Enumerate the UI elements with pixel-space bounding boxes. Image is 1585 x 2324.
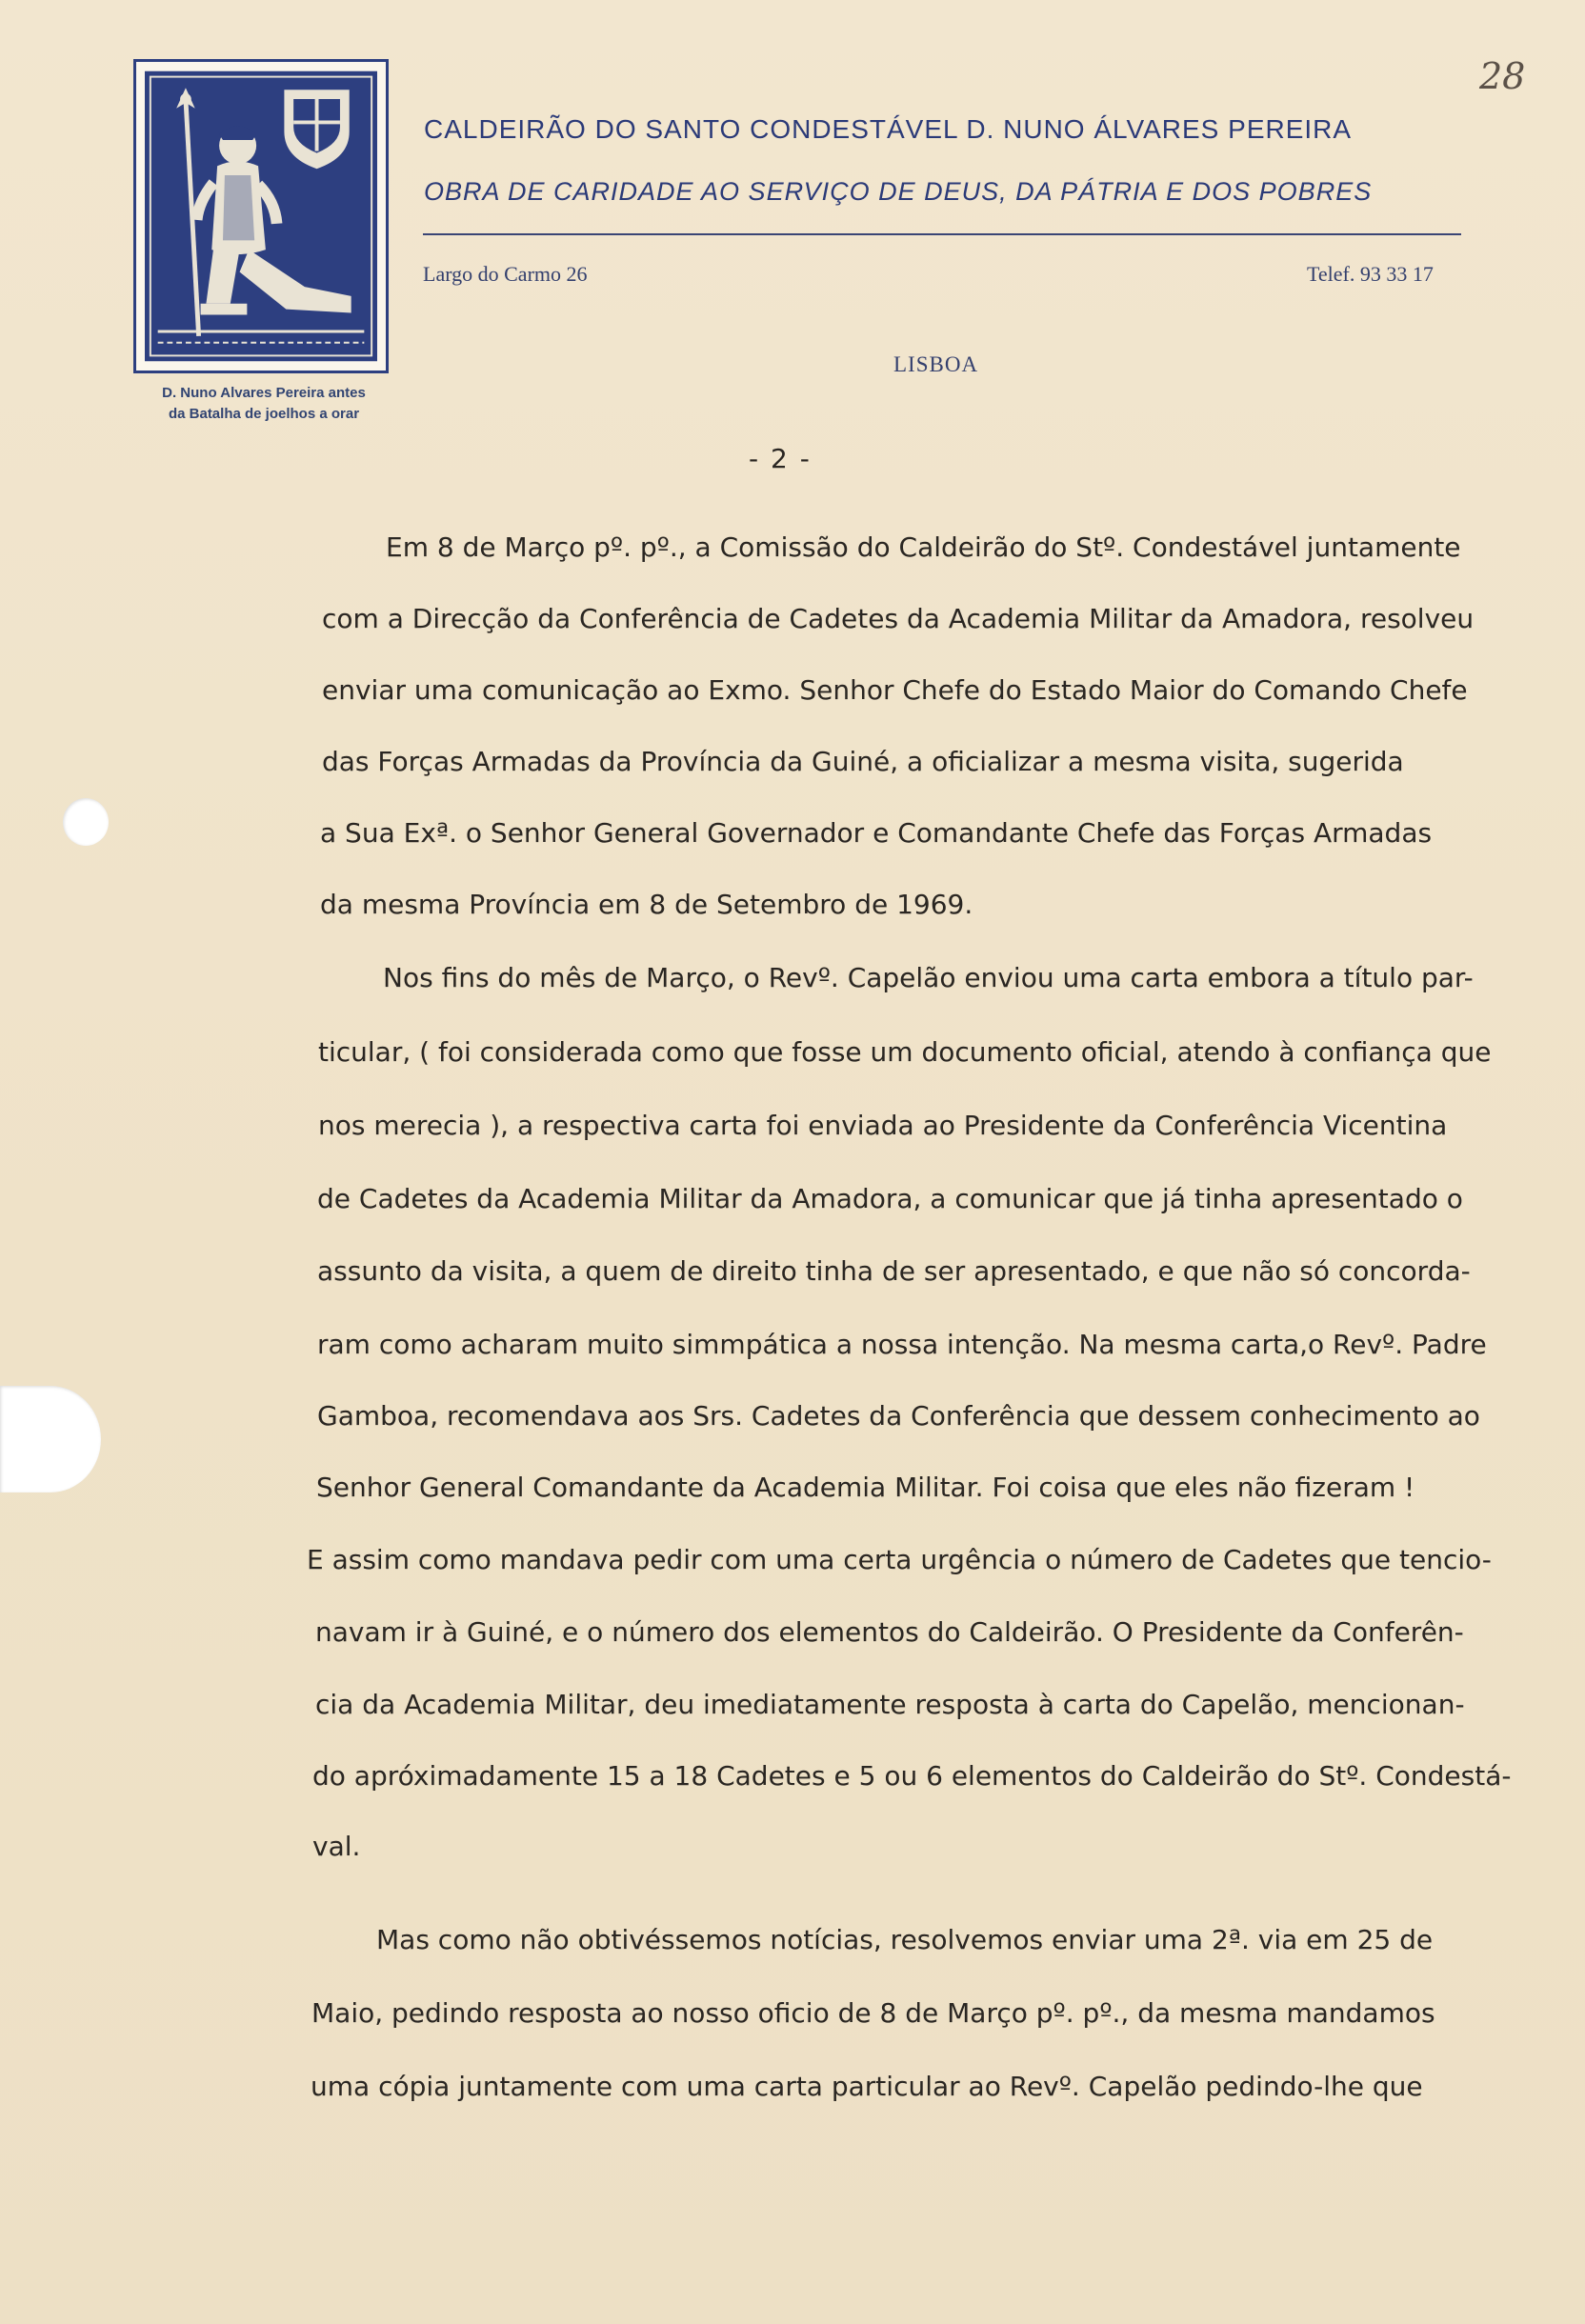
- body-line: assunto da visita, a quem de direito tinha de ser apresentado, e que não só concorda-: [317, 1255, 1471, 1287]
- organization-motto: OBRA DE CARIDADE AO SERVIÇO DE DEUS, DA PÁTRIA E DOS POBRES: [424, 177, 1373, 206]
- punch-hole: [63, 798, 109, 846]
- body-line: val.: [312, 1831, 361, 1862]
- body-line: ticular, ( foi considerada como que fosse um documento oficial, atendo à confiança que: [318, 1036, 1492, 1068]
- body-line: ram como acharam muito simmpática a nossa intenção. Na mesma carta,o Revº. Padre: [317, 1329, 1487, 1360]
- body-line: Em 8 de Março pº. pº., a Comissão do Caldeirão do Stº. Condestável juntamente: [386, 531, 1461, 563]
- body-line: Gamboa, recomendava aos Srs. Cadetes da Conferência que dessem conhecimento ao: [317, 1400, 1480, 1432]
- body-line: uma cópia juntamente com uma carta particular ao Revº. Capelão pedindo-lhe que: [311, 2071, 1423, 2102]
- page-number: - 2 -: [749, 443, 812, 474]
- body-line: a Sua Exª. o Senhor General Governador e Comandante Chefe das Forças Armadas: [320, 817, 1433, 849]
- logo-caption-line: da Batalha de joelhos a orar: [168, 406, 360, 422]
- body-line: com a Direcção da Conferência de Cadetes da Academia Militar da Amadora, resolveu: [322, 603, 1475, 634]
- punch-hole: [0, 1386, 101, 1493]
- logo-emblem: [133, 59, 389, 373]
- folio-number: 28: [1479, 55, 1526, 97]
- body-line: das Forças Armadas da Província da Guiné, a oficializar a mesma visita, sugerida: [322, 746, 1404, 777]
- body-line: do apróximadamente 15 a 18 Cadetes e 5 ou 6 elementos do Caldeirão do Stº. Condestá-: [312, 1760, 1512, 1792]
- body-line: enviar uma comunicação ao Exmo. Senhor Chefe do Estado Maior do Comando Chefe: [322, 674, 1468, 706]
- logo-caption: [135, 383, 392, 425]
- body-line: de Cadetes da Academia Militar da Amadora, a comunicar que já tinha apresentado o: [317, 1183, 1463, 1214]
- city: LISBOA: [893, 352, 979, 376]
- body-line: Senhor General Comandante da Academia Militar. Foi coisa que eles não fizeram !: [316, 1472, 1415, 1503]
- address: Largo do Carmo 26: [423, 262, 588, 286]
- body-line: nos merecia ), a respectiva carta foi enviada ao Presidente da Conferência Vicentina: [318, 1110, 1448, 1141]
- body-line: Mas como não obtivéssemos notícias, resolvemos enviar uma 2ª. via em 25 de: [376, 1924, 1434, 1955]
- body-line: da mesma Província em 8 de Setembro de 1969.: [320, 889, 973, 920]
- body-line: E assim como mandava pedir com uma certa urgência o número de Cadetes que tencio-: [307, 1544, 1492, 1575]
- logo-caption-line: D. Nuno Alvares Pereira antes: [162, 385, 366, 401]
- letterhead-divider: [423, 233, 1461, 235]
- body-line: cia da Academia Militar, deu imediatamente resposta à carta do Capelão, mencionan-: [315, 1689, 1465, 1720]
- kneeling-knight-icon: [145, 70, 377, 362]
- body-line: Nos fins do mês de Março, o Revº. Capelão enviou uma carta embora a título par-: [383, 962, 1474, 993]
- organization-name: CALDEIRÃO DO SANTO CONDESTÁVEL D. NUNO ÁLVARES PEREIRA: [424, 114, 1353, 144]
- body-line: navam ir à Guiné, e o número dos elementos do Caldeirão. O Presidente da Conferên-: [315, 1616, 1464, 1648]
- phone-number: Telef. 93 33 17: [1307, 262, 1434, 286]
- body-line: Maio, pedindo resposta ao nosso oficio de 8 de Março pº. pº., da mesma mandamos: [311, 1997, 1435, 2029]
